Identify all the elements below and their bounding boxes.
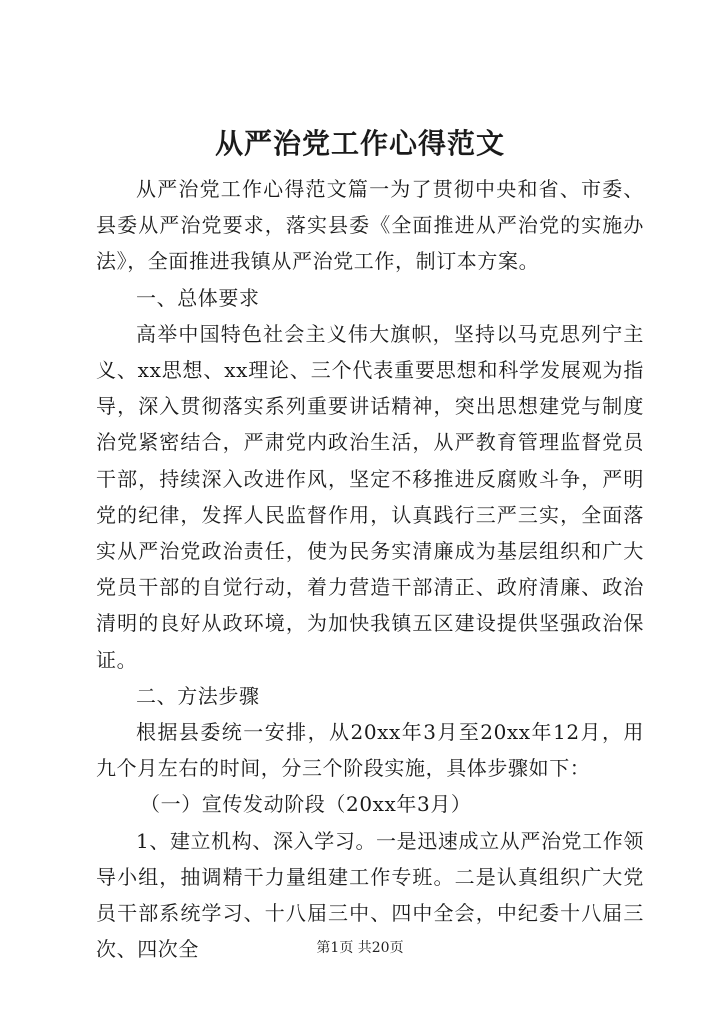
subsection-heading-publicity-stage: （一）宣传发动阶段（20xx年3月） (140, 792, 472, 817)
paragraph-methods-steps: 根据县委统一安排，从20xx年3月至20xx年12月，用九个月左右的时间，分三个阶段实施，具体步骤如下： (96, 720, 644, 781)
paragraph-overall-requirements: 高举中国特色社会主义伟大旗帜，坚持以马克思列宁主义、xx思想、xx理论、三个代表重要思想和科学发展观为指导，深入贯彻落实系列重要讲话精神，突出思想建党与制度治党紧密结合，严肃党内政治生活，从严教育管理监督党员干部，持续深入改进作风，坚定不移推进反腐败斗争，严明党的纪律，发挥人民监督作用，认真践行三严三实，全面落实从严治党政治责任，使为民务实清廉成为基层组织和广大党员干部的自觉行动，着力营造干部清正、政府清廉、政治清明的良好从政环境，为加快我镇五区建设提供坚强政治保证。 (96, 321, 644, 672)
document-body (96, 171, 644, 967)
page-footer: 第1页 共20页 (316, 940, 404, 956)
paragraph-intro: 从严治党工作心得范文篇一为了贯彻中央和省、市委、县委从严治党要求，落实县委《全面推进从严治党的实施办法》，全面推进我镇从严治党工作，制订本方案。 (96, 177, 644, 274)
paragraph-establish-organization: 1、建立机构、深入学习。一是迅速成立从严治党工作领导小组，抽调精干力量组建工作专班。二是认真组织广大党员干部系统学习、十八届三中、四中全会，中纪委十八届三次、四次全 (96, 828, 644, 962)
document-title: 从严治党工作心得范文 (214, 127, 505, 160)
section-heading-overall-requirements: 一、总体要求 (136, 285, 260, 310)
section-heading-methods-steps: 二、方法步骤 (136, 683, 260, 708)
